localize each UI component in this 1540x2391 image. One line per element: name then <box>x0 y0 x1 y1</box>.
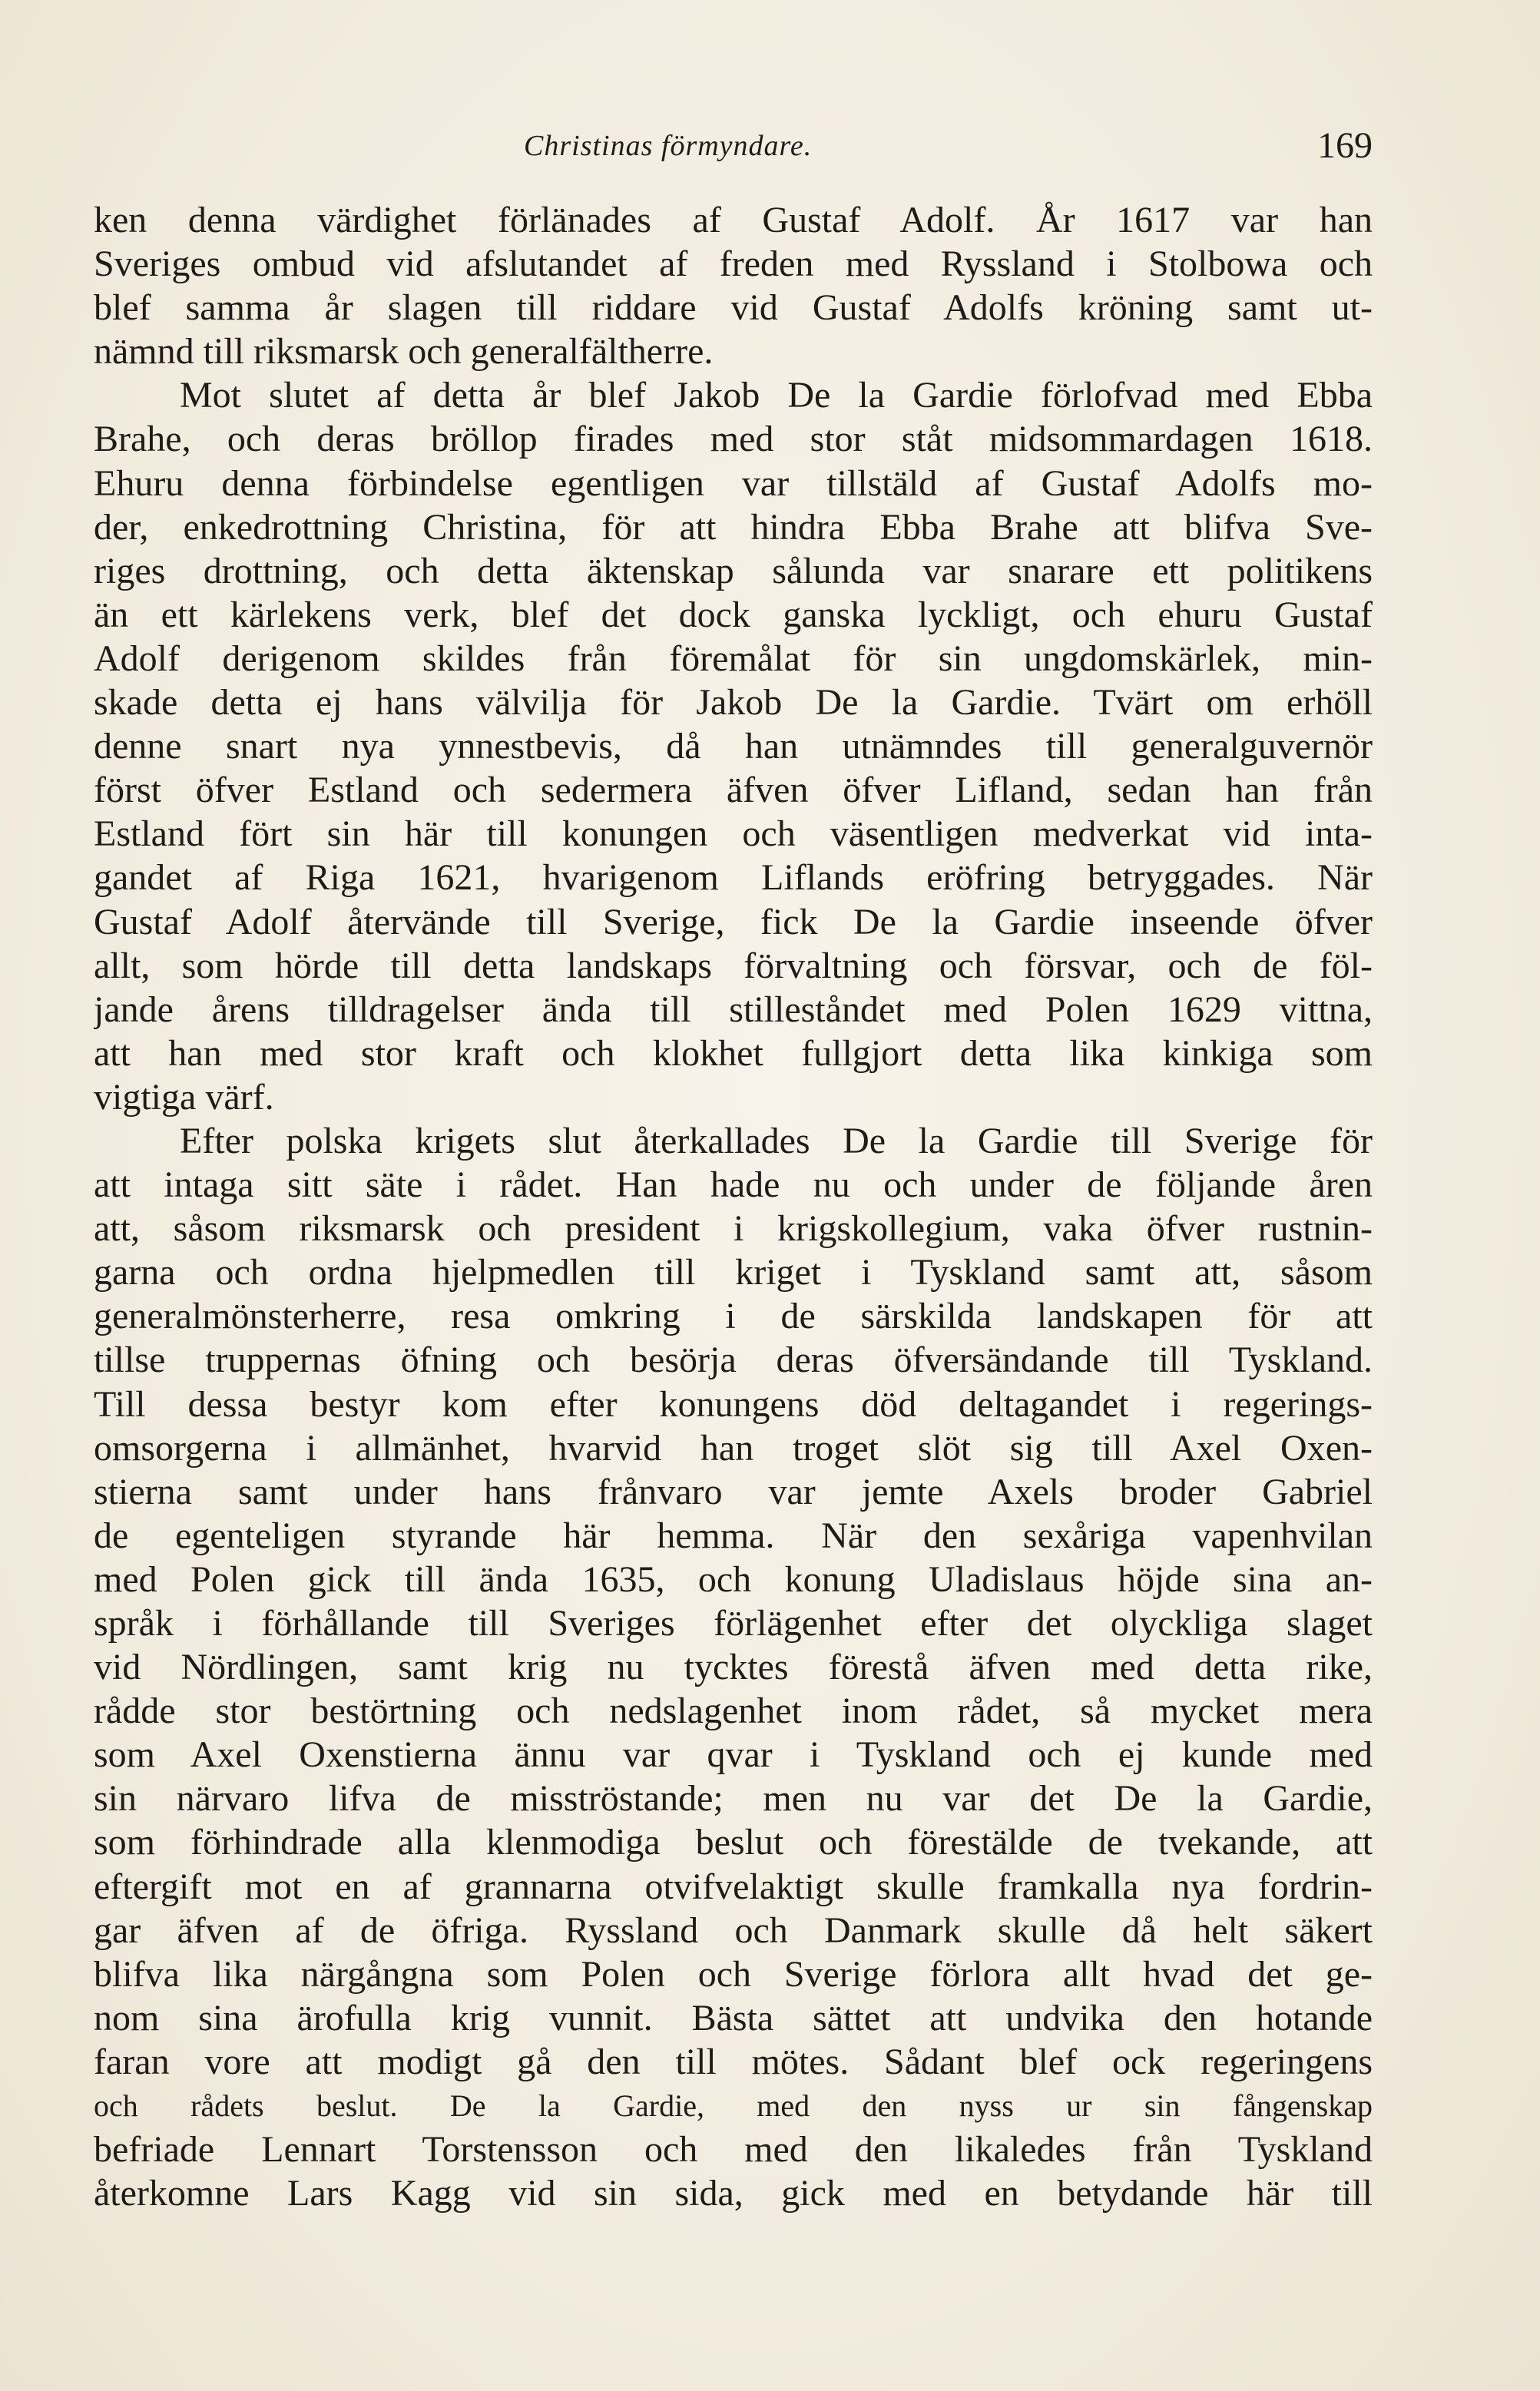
text-line: Adolf derigenom skildes från föremålat för sin ungdomskärlek, min- <box>94 637 1373 679</box>
text-line: återkomne Lars Kagg vid sin sida, gick med en betydande här till <box>94 2173 1373 2214</box>
body-text <box>94 198 1373 2215</box>
text-line: omsorgerna i allmänhet, hvarvid han troget slöt sig till Axel Oxen- <box>94 1427 1373 1469</box>
text-line: Brahe, och deras bröllop firades med stor ståt midsommardagen 1618. <box>94 419 1373 460</box>
text-line: Efter polska krigets slut återkallades De la Gardie till Sverige för <box>180 1120 1373 1161</box>
text-line: sin närvaro lifva de misströstande; men nu var det De la Gardie, <box>94 1778 1373 1820</box>
text-line: Gustaf Adolf återvände till Sverige, fick De la Gardie inseende öfver <box>94 901 1373 942</box>
text-line: att intaga sitt säte i rådet. Han hade nu och under de följande åren <box>94 1164 1373 1206</box>
text-line: nom sina ärofulla krig vunnit. Bästa sättet att undvika den hotande <box>94 1997 1373 2038</box>
text-line: nämnd till riksmarsk och generalfältherre. <box>94 331 714 373</box>
text-line: än ett kärlekens verk, blef det dock ganska lyckligt, och ehuru Gustaf <box>94 594 1373 635</box>
text-line: riges drottning, och detta äktenskap sålunda var snarare ett politikens <box>94 550 1373 591</box>
text-line: som Axel Oxenstierna ännu var qvar i Tyskland och ej kunde med <box>94 1734 1373 1776</box>
text-line: gar äfven af de öfriga. Ryssland och Danmark skulle då helt säkert <box>94 1909 1373 1951</box>
text-line: faran vore att modigt gå den till mötes. Sådant blef ock regeringens <box>94 2041 1373 2082</box>
text-line: språk i förhållande till Sveriges förlägenhet efter det olyckliga slaget <box>94 1603 1373 1644</box>
running-title: Christinas förmyndare. <box>524 130 813 162</box>
text-line: ken denna värdighet förlänades af Gustaf Adolf. År 1617 var han <box>94 200 1373 240</box>
page-number: 169 <box>1317 125 1373 166</box>
text-line: skade detta ej hans välvilja för Jakob De la Gardie. Tvärt om erhöll <box>94 682 1373 724</box>
text-line: denne snart nya ynnestbevis, då han utnämndes till generalguvernör <box>94 726 1373 767</box>
text-line: först öfver Estland och sedermera äfven öfver Lifland, sedan han från <box>94 770 1373 811</box>
text-line: de egenteligen styrande här hemma. När den sexåriga vapenhvilan <box>94 1515 1373 1556</box>
text-line: med Polen gick till ända 1635, och konung Uladislaus höjde sina an- <box>94 1558 1373 1600</box>
text-line: som förhindrade alla klenmodiga beslut och förestälde de tvekande, att <box>94 1822 1373 1863</box>
text-line: rådde stor bestörtning och nedslagenhet inom rådet, så mycket mera <box>94 1691 1373 1732</box>
text-line: allt, som hörde till detta landskaps förvaltning och försvar, och de föl- <box>94 945 1373 986</box>
page-header <box>94 115 1373 169</box>
text-line: eftergift mot en af grannarna otvifvelaktigt skulle framkalla nya fordrin- <box>94 1866 1373 1907</box>
text-line: stierna samt under hans frånvaro var jemte Axels broder Gabriel <box>94 1471 1373 1512</box>
text-line: blifva lika närgångna som Polen och Sverige förlora allt hvad det ge- <box>94 1953 1373 1995</box>
text-line: gandet af Riga 1621, hvarigenom Liflands eröfring betryggades. När <box>94 857 1373 899</box>
text-line: Till dessa bestyr kom efter konungens död deltagandet i regerings- <box>94 1383 1373 1425</box>
text-line: Ehuru denna förbindelse egentligen var tillstäld af Gustaf Adolfs mo- <box>94 462 1373 504</box>
text-line: vid Nördlingen, samt krig nu tycktes förestå äfven med detta rike, <box>94 1647 1373 1688</box>
text-line: garna och ordna hjelpmedlen till kriget i Tyskland samt att, såsom <box>94 1252 1373 1293</box>
text-line: Mot slutet af detta år blef Jakob De la Gardie förlofvad med Ebba <box>180 375 1373 416</box>
text-line: att han med stor kraft och klokhet fullgjort detta lika kinkiga som <box>94 1032 1373 1074</box>
text-line: generalmönsterherre, resa omkring i de särskilda landskapen för att <box>94 1296 1373 1337</box>
text-line: befriade Lennart Torstensson och med den likaledes från Tyskland <box>94 2129 1373 2171</box>
text-line: der, enkedrottning Christina, för att hindra Ebba Brahe att blifva Sve- <box>94 506 1373 548</box>
text-line: och rådets beslut. De la Gardie, med den nyss ur sin fångenskap <box>94 2088 1373 2124</box>
text-line: att, såsom riksmarsk och president i krigskollegium, vaka öfver rustnin- <box>94 1208 1373 1250</box>
text-line: vigtiga värf. <box>94 1076 274 1118</box>
text-line: jande årens tilldragelser ända till stilleståndet med Polen 1629 vittna, <box>94 989 1373 1030</box>
text-line: Estland fört sin här till konungen och väsentligen medverkat vid inta- <box>94 813 1373 855</box>
text-line: blef samma år slagen till riddare vid Gustaf Adolfs kröning samt ut- <box>94 287 1373 329</box>
text-line: tillse truppernas öfning och besörja deras öfversändande till Tyskland. <box>94 1340 1373 1381</box>
text-line: Sveriges ombud vid afslutandet af freden med Ryssland i Stolbowa och <box>94 243 1373 285</box>
